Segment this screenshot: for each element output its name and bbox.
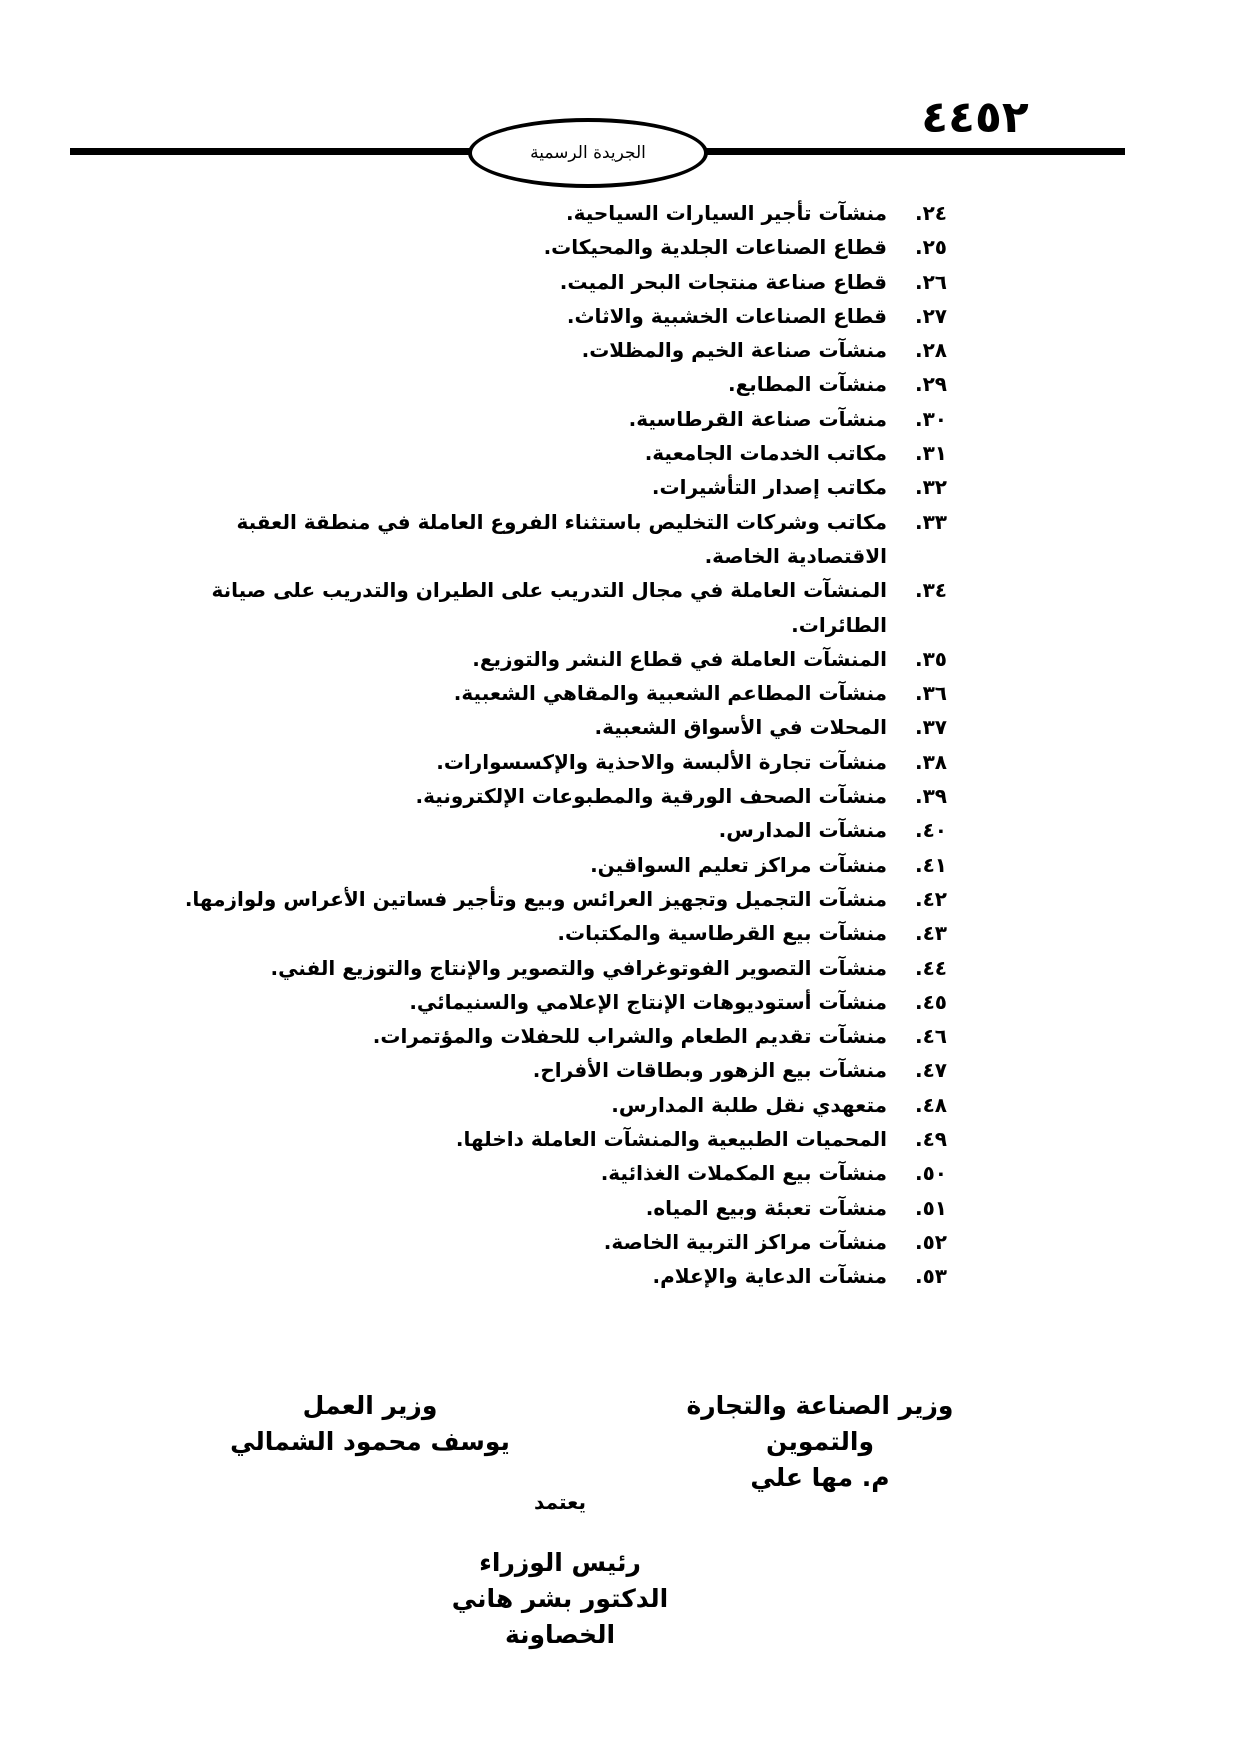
item-number: ٤٧. (914, 1058, 947, 1083)
industry-minister-name: م. مها علي (750, 1463, 890, 1492)
list-item (170, 985, 947, 1019)
industry-minister-title: وزير الصناعة والتجارة والتموين (686, 1391, 954, 1456)
item-text: قطاع صناعة منتجات البحر الميت. (559, 269, 887, 294)
item-text: منشآت المطابع. (727, 372, 887, 397)
list-item (170, 916, 947, 950)
item-number: ٣٩. (914, 784, 947, 809)
item-text: منشآت الصحف الورقية والمطبوعات الإلكترونية. (415, 784, 887, 809)
item-number: ٢٦. (914, 269, 947, 294)
item-text: منشآت تقديم الطعام والشراب للحفلات والمؤتمرات. (372, 1024, 887, 1049)
item-number: ٤٠. (914, 818, 947, 843)
list-item (170, 402, 947, 436)
item-text: المحلات في الأسواق الشعبية. (594, 715, 887, 740)
item-text: منشآت بيع الزهور وبطاقات الأفراح. (532, 1058, 887, 1083)
item-text: منشآت بيع القرطاسية والمكتبات. (557, 921, 887, 946)
item-number: ٤٣. (914, 921, 947, 946)
item-text: منشآت صناعة الخيم والمظلات. (581, 338, 887, 363)
list-item (170, 1156, 947, 1190)
item-text: المنشآت العاملة في مجال التدريب على الطيران والتدريب على صيانة الطائرات. (211, 578, 887, 637)
item-text: منشآت صناعة القرطاسية. (628, 406, 887, 431)
list-item (170, 505, 947, 574)
item-text: منشآت أستوديوهات الإنتاج الإعلامي والسنيمائي. (409, 989, 887, 1014)
list-item (170, 299, 947, 333)
list-item (170, 470, 947, 504)
list-item (170, 676, 947, 710)
list-item (170, 230, 947, 264)
item-number: ٥٠. (914, 1161, 947, 1186)
item-number: ٣٨. (914, 749, 947, 774)
item-text: منشآت التجميل وتجهيز العرائس وبيع وتأجير فساتين الأعراس ولوازمها. (184, 886, 887, 911)
item-text: مكاتب الخدمات الجامعية. (644, 441, 887, 466)
item-text: المحميات الطبيعية والمنشآت العاملة داخلها. (455, 1127, 887, 1152)
list-item (170, 1191, 947, 1225)
item-number: ٣٧. (914, 715, 947, 740)
item-number: ٤١. (914, 852, 947, 877)
item-number: ٤٨. (914, 1092, 947, 1117)
item-text: منشآت تجارة الألبسة والاحذية والإكسسوارات. (436, 749, 887, 774)
item-text: منشآت تعبئة وبيع المياه. (645, 1195, 887, 1220)
list-item (170, 642, 947, 676)
item-number: ٤٦. (914, 1024, 947, 1049)
list-item (170, 745, 947, 779)
item-number: ٢٥. (914, 235, 947, 260)
item-text: قطاع الصناعات الجلدية والمحيكات. (543, 235, 887, 260)
item-number: ٢٨. (914, 338, 947, 363)
list-item (170, 848, 947, 882)
item-number: ٤٤. (914, 955, 947, 980)
item-text: مكاتب وشركات التخليص باستثناء الفروع العاملة في منطقة العقبة الاقتصادية الخاصة. (236, 509, 887, 568)
item-number: ٤٢. (914, 886, 947, 911)
item-text: منشآت المطاعم الشعبية والمقاهي الشعبية. (453, 681, 887, 706)
list-item (170, 1019, 947, 1053)
labor-minister-title: وزير العمل (302, 1391, 438, 1420)
item-text: منشآت التصوير الفوتوغرافي والتصوير والإنتاج والتوزيع الفني. (270, 955, 887, 980)
item-text: قطاع الصناعات الخشبية والاثاث. (566, 303, 887, 328)
item-number: ٤٥. (914, 989, 947, 1014)
item-number: ٣٥. (914, 646, 947, 671)
gazette-title: الجريدة الرسمية (530, 143, 646, 163)
item-number: ٥٣. (914, 1264, 947, 1289)
item-text: منشآت مراكز تعليم السواقين. (590, 852, 887, 877)
item-text: منشآت المدارس. (718, 818, 887, 843)
list-item (170, 710, 947, 744)
item-number: ٣٢. (914, 475, 947, 500)
item-number: ٥١. (914, 1195, 947, 1220)
item-number: ٤٩. (914, 1127, 947, 1152)
item-number: ٣٤. (914, 578, 947, 603)
prime-minister-signature (400, 1545, 720, 1653)
list-item (170, 367, 947, 401)
list-item (170, 882, 947, 916)
item-text: منشآت مراكز التربية الخاصة. (603, 1229, 887, 1254)
labor-minister-signature (230, 1388, 510, 1460)
item-number: ٢٤. (914, 201, 947, 225)
item-text: المنشآت العاملة في قطاع النشر والتوزيع. (472, 646, 887, 671)
list-item (170, 779, 947, 813)
page-number: ٤٤٥٢ (921, 92, 1029, 143)
prime-minister-title: رئيس الوزراء (479, 1548, 641, 1577)
item-text: متعهدي نقل طلبة المدارس. (611, 1092, 887, 1117)
list-item (170, 1122, 947, 1156)
approval-label: يعتمد (534, 1490, 586, 1514)
list-item (170, 333, 947, 367)
item-number: ٣١. (914, 441, 947, 466)
item-number: ٣٣. (914, 509, 947, 534)
item-text: مكاتب إصدار التأشيرات. (651, 475, 887, 500)
item-text: منشآت الدعاية والإعلام. (652, 1264, 887, 1289)
list-item (170, 1259, 947, 1293)
item-number: ٣٦. (914, 681, 947, 706)
item-number: ٣٠. (914, 406, 947, 431)
labor-minister-name: يوسف محمود الشمالي (230, 1427, 510, 1456)
item-text: منشآت بيع المكملات الغذائية. (600, 1161, 887, 1186)
list-item (170, 951, 947, 985)
item-text: منشآت تأجير السيارات السياحية. (566, 201, 887, 225)
list-item (170, 1053, 947, 1087)
list-item (170, 813, 947, 847)
item-number: ٢٧. (914, 303, 947, 328)
establishments-list (170, 196, 947, 1294)
list-item (170, 265, 947, 299)
industry-minister-signature (640, 1388, 1000, 1496)
list-item (170, 573, 947, 642)
gazette-title-oval (468, 118, 708, 188)
item-number: ٥٢. (914, 1229, 947, 1254)
list-item (170, 1088, 947, 1122)
prime-minister-name: الدكتور بشر هاني الخصاونة (451, 1584, 669, 1649)
list-item (170, 436, 947, 470)
item-number: ٢٩. (914, 372, 947, 397)
list-item (170, 196, 947, 230)
list-item (170, 1225, 947, 1259)
